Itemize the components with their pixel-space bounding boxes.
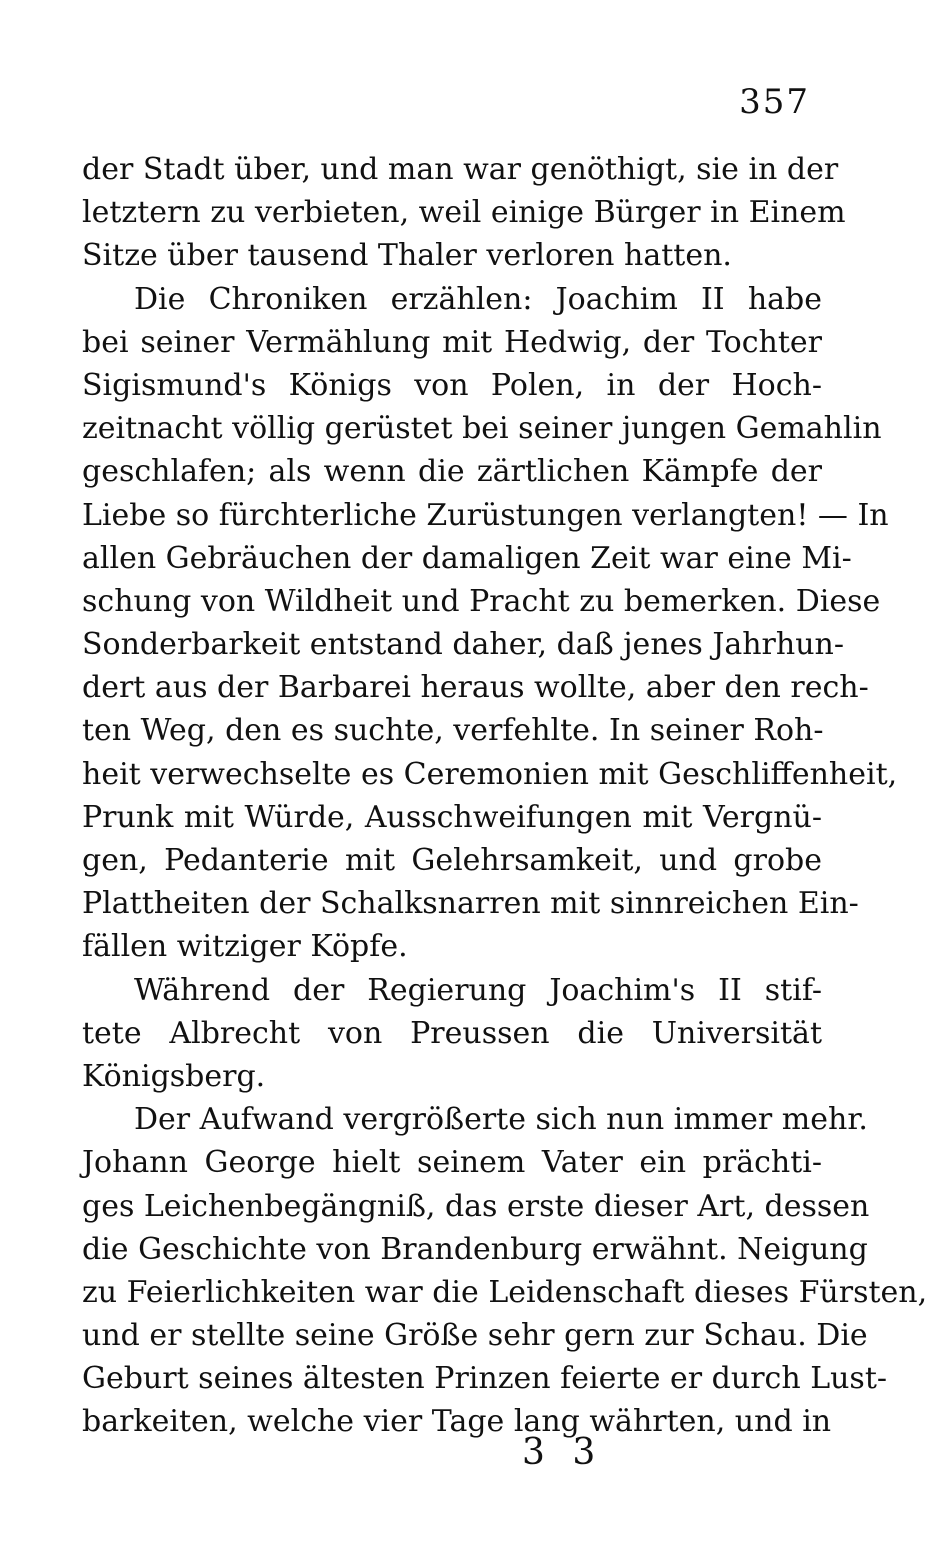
text-line: ten Weg, den es suchte, verfehlte. In seiner Roh- [82, 713, 824, 749]
text-line: Sitze über tausend Thaler verloren hatten. [82, 238, 732, 274]
text-line: dert aus der Barbarei heraus wollte, aber den rech- [82, 670, 869, 706]
text-line: tete Albrecht von Preussen die Universität [82, 1015, 822, 1051]
text-line: Johann George hielt seinem Vater ein prächti- [82, 1145, 822, 1181]
signature-mark: 3 3 [522, 1432, 604, 1473]
text-line: zeitnacht völlig gerüstet bei seiner jungen Gemahlin [82, 411, 882, 447]
text-line: Sonderbarkeit entstand daher, daß jenes Jahrhun- [82, 627, 844, 663]
text-line: bei seiner Vermählung mit Hedwig, der Tochter [82, 324, 822, 360]
text-line: die Geschichte von Brandenburg erwähnt. Neigung [82, 1231, 868, 1267]
text-line: Der Aufwand vergrößerte sich nun immer mehr. [134, 1102, 868, 1138]
text-line: Liebe so fürchterliche Zurüstungen verlangten! — In [82, 497, 889, 533]
text-line: geschlafen; als wenn die zärtlichen Kämpfe der [82, 454, 822, 490]
body-text [82, 148, 927, 1444]
text-line: barkeiten, welche vier Tage lang währten, und in [82, 1404, 832, 1440]
page-number: 357 [739, 82, 810, 122]
text-line: Die Chroniken erzählen: Joachim II habe [134, 281, 822, 317]
text-line: und er stellte seine Größe sehr gern zur Schau. Die [82, 1318, 868, 1354]
text-line: Prunk mit Würde, Ausschweifungen mit Vergnü- [82, 799, 822, 835]
text-line: Geburt seines ältesten Prinzen feierte er durch Lust- [82, 1361, 888, 1397]
text-line: Plattheiten der Schalksnarren mit sinnreichen Ein- [82, 886, 859, 922]
text-line: schung von Wildheit und Pracht zu bemerken. Diese [82, 583, 881, 619]
text-line: allen Gebräuchen der damaligen Zeit war eine Mi- [82, 540, 852, 576]
text-line: letztern zu verbieten, weil einige Bürger in Einem [82, 195, 846, 231]
text-line: ges Leichenbegängniß, das erste dieser Art, dessen [82, 1188, 870, 1224]
text-line: fällen witziger Köpfe. [82, 929, 408, 965]
text-line: heit verwechselte es Ceremonien mit Geschliffenheit, [82, 756, 898, 792]
text-line: zu Feierlichkeiten war die Leidenschaft dieses Fürsten, [82, 1274, 927, 1310]
text-line: Königsberg. [82, 1058, 266, 1094]
text-line: Sigismund's Königs von Polen, in der Hoch- [82, 367, 822, 403]
text-line: gen, Pedanterie mit Gelehrsamkeit, und grobe [82, 843, 822, 878]
text-line: Während der Regierung Joachim's II stif- [134, 972, 822, 1008]
text-line: der Stadt über, und man war genöthigt, sie in der [82, 152, 839, 187]
